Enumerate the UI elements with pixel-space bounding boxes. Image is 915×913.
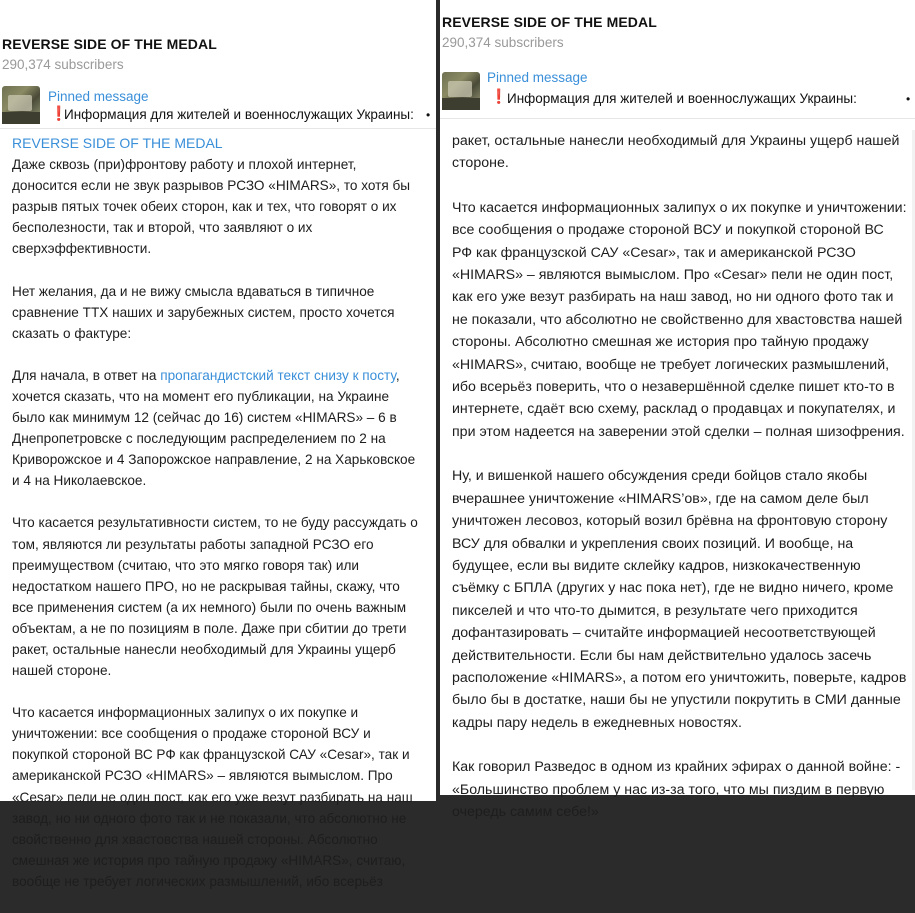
channel-post — [12, 133, 425, 913]
pinned-thumbnail — [442, 72, 480, 110]
more-indicator: • — [906, 92, 911, 106]
pinned-message-bar[interactable] — [440, 66, 915, 119]
pinned-thumbnail — [2, 86, 40, 124]
paragraph-text: Для начала, в ответ на — [12, 367, 161, 383]
post-paragraph: Ну, и вишенкой нашего обсуждения среди бойцов стало якобы вчерашнее уничтожение «HIMARS’ов», где на самом деле был уничтожен лесовоз, который возил брёвна на фронтовую сторону ВСУ для обвалки и укрепления своих позиций. И вообще, на будущее, если вы видите склейку кадров, низкокачественную съёмку с БПЛА (других у нас пока нет), где не видно ничего, кроме пикселей и что что-то дымится, в результате чего приходится дофантазировать – считайте информацией несоответствующей действительности. Если бы нам действительно удалось засечь расположение «HIMARS», а потом его уничтожить, поверьте, кадров было бы в достатке, наши бы не упустили покрутить в СМИ данные кадры пару недель в ежедневных новостях. — [452, 468, 907, 731]
post-paragraph: Даже сквозь (при)фронтову работу и плохой интернет, доносится если не звук разрывов РСЗО «HIMARS», то хотя бы разрыв пятых точек обеих сторон, как и тех, что говорят о их бесполезности, так и второй, что заявляют о их сверхэффективности. — [12, 157, 411, 257]
post-paragraph — [12, 365, 425, 492]
channel-header[interactable] — [0, 0, 436, 80]
post-paragraph: Что касается информационных залипух о их покупке и уничтожении: все сообщения о продаже стороной ВСУ и покупкой стороной ВС РФ как французской САУ «Cesar», так и американской РСЗО «HIMARS» – являются вымыслом. Про «Cesar» пели не один пост, как его уже везут разбирать на наш завод, но ни одного фото так и не показали, что абсолютно не свойственно для хвастовства нашей стороны. Абсолютно смешная же история про тайную продажу «HIMARS», считаю, вообще не требует логических размышлений, ибо всерьёз поверить, что о незавершённой сделке пишет кто-то в интернете, сдаёт всю схему, расклад о продавцах и покупателях, и при этом надеется на заверении этой сделки – полная шизофрения. — [452, 199, 907, 440]
pinned-text: Информация для жителей и военнослужащих Украины: — [64, 107, 414, 122]
channel-title: REVERSE SIDE OF THE MEDAL — [442, 14, 657, 30]
post-author[interactable]: REVERSE SIDE OF THE MEDAL — [12, 135, 223, 151]
alert-icon: ❗ — [50, 105, 68, 121]
pinned-message-bar[interactable] — [0, 80, 436, 129]
pinned-label: Pinned message — [48, 89, 149, 104]
post-paragraph: Что касается информационных залипух о их покупке и уничтожении: все сообщения о продаже стороной ВСУ и покупкой стороной ВС РФ как французской САУ «Cesar», так и американской РСЗО «HIMARS» – являются вымыслом. Про «Cesar» пели не один пост, как его уже везут разбирать на наш завод, но ни одного фото так и не показали, что абсолютно не свойственно для хвастовства нашей стороны. Абсолютно смешная же история про тайную продажу «HIMARS», считаю, вообще не требует логических размышлений, ибо всерьёз — [12, 705, 413, 889]
post-paragraph: Нет желания, да и не вижу смысла вдаваться в типичное сравнение ТТХ наших и зарубежных систем, просто хочется сказать о фактуре: — [12, 283, 395, 341]
propaganda-text-link[interactable]: пропагандистский текст снизу к посту — [160, 367, 396, 383]
post-paragraph: ракет, остальные нанесли необходимый для Украины ущерб нашей стороне. — [452, 133, 900, 172]
channel-title: REVERSE SIDE OF THE MEDAL — [2, 36, 217, 52]
paragraph-text: , хочется сказать, что на момент его публикации, на Украине было как минимум 12 (сейчас до 16) систем «HIMARS» – 6 в Днепропетровске с последующим распределением по 2 на Криворожское и 4 Запорожское направление, 2 на Харьковское и 4 на Николаевское. — [12, 367, 416, 489]
right-screenshot-panel — [440, 0, 915, 820]
pinned-text: Информация для жителей и военнослужащих Украины: — [507, 91, 857, 106]
subscriber-count: 290,374 subscribers — [2, 57, 124, 72]
more-indicator: • — [426, 108, 431, 122]
post-paragraph: Что касается результативности систем, то не буду рассуждать о том, являются ли результаты работы западной РСЗО его преимуществом (считаю, что это мягко говоря так) или недостатком нашего ПРО, но не раскрывая тайны, скажу, что все применения систем (а их немного) были по очень важным объектам, а не по позициям в поле. Даже при сбитии до трети ракет, остальные нанесли необходимый для Украины ущерб нашей стороне. — [12, 515, 418, 679]
left-screenshot-panel — [0, 0, 436, 889]
pinned-label: Pinned message — [487, 70, 588, 85]
post-paragraph: Как говорил Разведос в одном из крайних эфирах о данной войне: - «Большинство проблем у нас из-за того, что мы пиздим в первую очередь самим себе!» — [452, 759, 901, 820]
alert-icon: ❗ — [490, 88, 508, 104]
channel-header[interactable] — [440, 0, 915, 66]
channel-post — [452, 130, 907, 845]
subscriber-count: 290,374 subscribers — [442, 35, 564, 50]
